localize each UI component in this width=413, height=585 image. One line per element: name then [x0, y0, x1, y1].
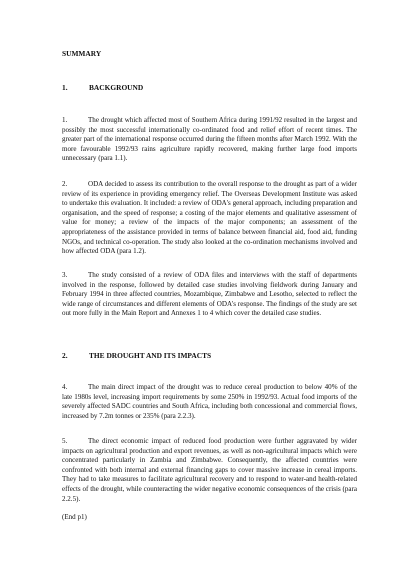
paragraph-1: [62, 116, 357, 164]
paragraph-number: 1.: [62, 116, 68, 124]
paragraph-number: 2.: [62, 180, 68, 188]
paragraph-3: [62, 271, 357, 319]
paragraph-text: The direct economic impact of reduced food production were further aggravated by wider impacts on agricultural production and export revenues, as well as non-agricultural impacts which were concentrated particularly in Zambia and Zimbabwe. Consequently, the affected countries were confronted with both internal and external financing gaps to cover massive increase in cereal imports. They had to take measures to facilitate agricultural recovery and to respond to water-and health-related effects of the drought, while counteracting the wider negative economic consequences of the crisis (para 2.2.5).: [62, 437, 357, 503]
paragraph-text: The study consisted of a review of ODA files and interviews with the staff of departments involved in the response, followed by detailed case studies involving fieldwork during January and February 1994 in three affected countries, Mozambique, Zimbabwe and Lesotho, selected to reflect the wide range of circumstances and different elements of ODA's response. The findings of the study are set out more fully in the Main Report and Annexes 1 to 4 which cover the detailed case studies.: [62, 271, 357, 318]
summary-title: SUMMARY: [62, 49, 102, 58]
paragraph-number: 3.: [62, 271, 68, 279]
paragraph-4: [62, 383, 357, 421]
section-title: BACKGROUND: [89, 83, 144, 92]
section-heading-drought-impacts: [62, 351, 211, 361]
section-number: 1.: [62, 83, 68, 92]
section-title: THE DROUGHT AND ITS IMPACTS: [89, 351, 212, 360]
paragraph-5: [62, 437, 357, 504]
paragraph-number: 5.: [62, 437, 68, 445]
paragraph-text: The drought which affected most of Southern Africa during 1991/92 resulted in the largest and possibly the most successful internationally co-ordinated food and relief effort of recent times. The greater part of the international response occurred during the fifteen months after March 1992. With the more favourable 1992/93 rains agriculture rapidly recovered, making further large food imports unnecessary (para 1.1).: [62, 116, 357, 163]
end-note: (End p1): [62, 513, 87, 521]
section-number: 2.: [62, 351, 68, 360]
paragraph-text: The main direct impact of the drought was to reduce cereal production to below 40% of the late 1980s level, increasing import requirements by some 250% in 1992/93. Actual food imports of the severely affected SADC countries and South Africa, including both concessional and commercial flows, increased by 7.2m tonnes or 235% (para 2.2.3).: [62, 383, 357, 420]
paragraph-2: [62, 180, 357, 257]
section-heading-background: [62, 83, 143, 93]
paragraph-number: 4.: [62, 383, 68, 391]
paragraph-text: ODA decided to assess its contribution to the overall response to the drought as part of a wider review of its experience in providing emergency relief. The Overseas Development Institute was asked to undertake this evaluation. It included: a review of ODA's general approach, including preparation and organisation, and the speed of response; a costing of the major elements and qualitative assessment of value for money; a review of the impacts of the major components; an assessment of the appropriateness of the assistance provided in terms of balance between financial aid, food aid, funding NGOs, and technical co-operation. The study also looked at the co-ordination mechanisms involved and how affected ODA (para 1.2).: [62, 180, 357, 256]
